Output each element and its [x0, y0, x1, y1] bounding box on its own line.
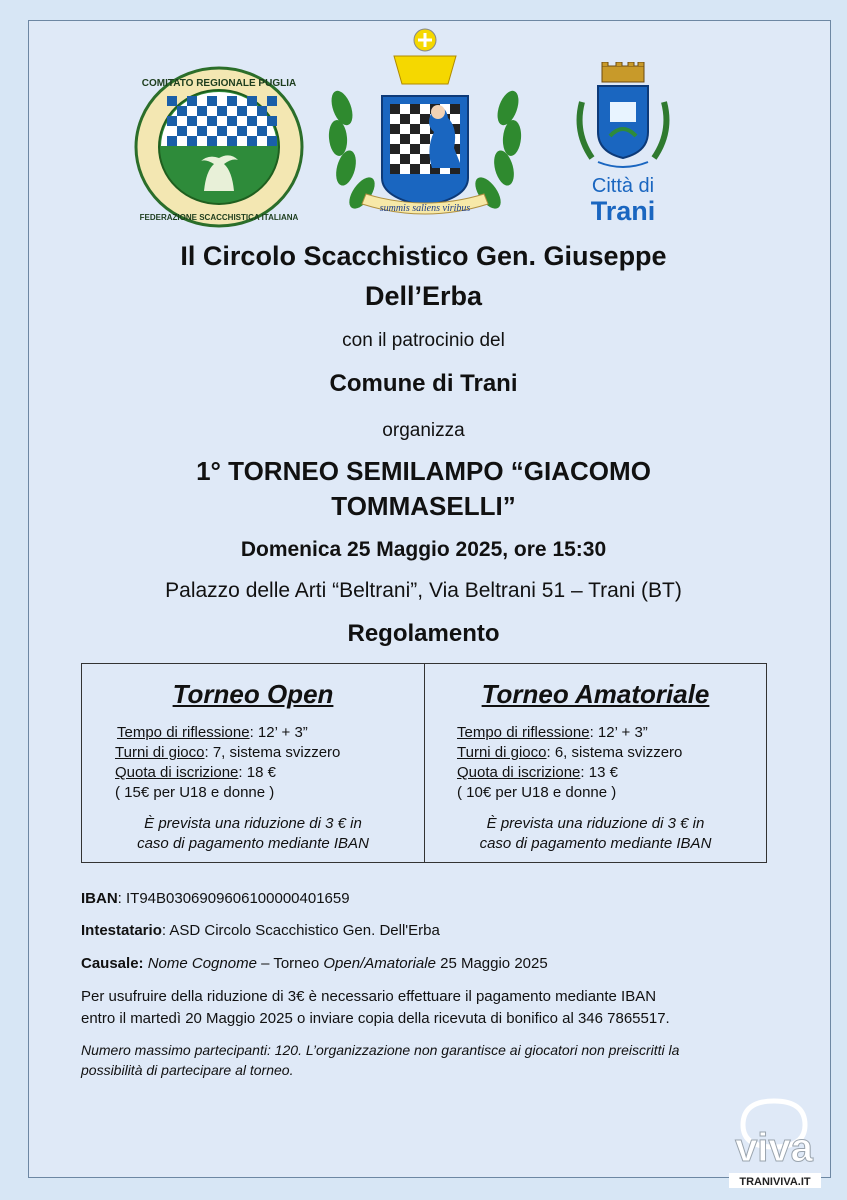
amatoriale-reduced: ( 10€ per U18 e donne )	[457, 784, 617, 801]
amatoriale-tempo-label: Tempo di riflessione	[457, 724, 590, 741]
open-quota-label: Quota di iscrizione	[115, 764, 239, 781]
amatoriale-quota-label: Quota di iscrizione	[457, 764, 581, 781]
citta-trani-logo	[568, 62, 678, 224]
amatoriale-turni	[457, 743, 682, 763]
open-tempo-value: : 12’ + 3”	[249, 724, 308, 741]
open-quota-value: : 18 €	[238, 764, 276, 781]
riduzione-line-1: Per usufruire della riduzione di 3€ è necessario effettuare il pagamento mediante IBAN	[81, 988, 657, 1005]
comitato-puglia-logo	[134, 66, 304, 228]
comune-text: Comune di Trani	[329, 370, 518, 397]
open-reduced: ( 15€ per U18 e donne )	[115, 784, 275, 801]
amatoriale-note-2: caso di pagamento mediante IBAN	[479, 835, 712, 852]
amatoriale-quota-value: : 13 €	[580, 764, 618, 781]
causale-label: Causale:	[81, 955, 144, 972]
logos-row	[0, 0, 847, 230]
regolamento-heading: Regolamento	[347, 620, 500, 647]
max-participants-line-1: Numero massimo partecipanti: 120. L’organizzazione non garantisce ai giocatori non preiscritti la	[81, 1042, 680, 1058]
open-tempo-label: Tempo di riflessione	[117, 724, 250, 741]
open-tempo	[117, 723, 308, 743]
rules-table	[81, 663, 767, 863]
trani-text: Trani	[590, 196, 656, 224]
amatoriale-column	[424, 664, 766, 862]
crest-motto: summis saliens viribus	[379, 203, 471, 214]
title-line-2: Dell’Erba	[364, 281, 483, 311]
open-note-1: È prevista una riduzione di 3 € in	[144, 815, 362, 832]
causale-name: Nome Cognome	[147, 955, 257, 972]
causale-mid: – Torneo	[256, 955, 324, 972]
event-date: Domenica 25 Maggio 2025, ore 15:30	[240, 538, 607, 561]
title-line-1: Il Circolo Scacchistico Gen. Giuseppe	[180, 241, 667, 271]
iban-value: : IT94B0306909606100000401659	[117, 890, 350, 907]
intestatario-value: : ASD Circolo Scacchistico Gen. Dell'Erba	[161, 922, 440, 939]
open-note-2: caso di pagamento mediante IBAN	[137, 835, 369, 852]
causale-line	[81, 953, 771, 974]
max-participants-line-2: possibilità di partecipare al torneo.	[81, 1062, 294, 1078]
torneo-title-line-1: 1° TORNEO SEMILAMPO “GIACOMO	[196, 456, 651, 486]
amatoriale-tempo	[457, 723, 648, 743]
causale-end: 25 Maggio 2025	[435, 955, 548, 972]
comitato-text-bottom: FEDERAZIONE SCACCHISTICA ITALIANA	[139, 213, 299, 222]
open-turni-value: : 7, sistema svizzero	[204, 744, 341, 761]
comitato-text-top: COMITATO REGIONALE PUGLIA	[141, 78, 297, 89]
amatoriale-note-1: È prevista una riduzione di 3 € in	[486, 815, 705, 832]
watermark-site: TRANIVIVA.IT	[739, 1176, 811, 1188]
patronage-text: con il patrocinio del	[342, 330, 505, 351]
traniviva-watermark	[719, 1095, 829, 1190]
torneo-title-line-2: TOMMASELLI”	[331, 491, 516, 521]
circolo-crest-logo	[322, 28, 528, 226]
citta-di-text: Città di	[591, 175, 655, 197]
amatoriale-turni-label: Turni di gioco	[457, 744, 547, 761]
causale-type: Open/Amatoriale	[323, 955, 436, 972]
amatoriale-tempo-value: : 12’ + 3”	[589, 724, 648, 741]
iban-label: IBAN	[81, 890, 118, 907]
open-title: Torneo Open	[172, 679, 334, 709]
organizza-text: organizza	[382, 420, 465, 441]
event-place: Palazzo delle Arti “Beltrani”, Via Beltrani 51 – Trani (BT)	[165, 579, 682, 602]
intestatario-label: Intestatario	[81, 922, 162, 939]
amatoriale-turni-value: : 6, sistema svizzero	[546, 744, 683, 761]
amatoriale-quota	[457, 763, 618, 783]
watermark-brand: viva	[735, 1126, 813, 1170]
open-turni	[115, 743, 340, 763]
riduzione-line-2: entro il martedì 20 Maggio 2025 o inviare copia della ricevuta di bonifico al 346 7865517.	[81, 1010, 670, 1027]
iban-line	[81, 888, 771, 909]
open-column	[82, 664, 424, 862]
intestatario-line	[81, 920, 771, 941]
amatoriale-title: Torneo Amatoriale	[481, 679, 710, 709]
open-turni-label: Turni di gioco	[115, 744, 205, 761]
open-quota	[115, 763, 276, 783]
